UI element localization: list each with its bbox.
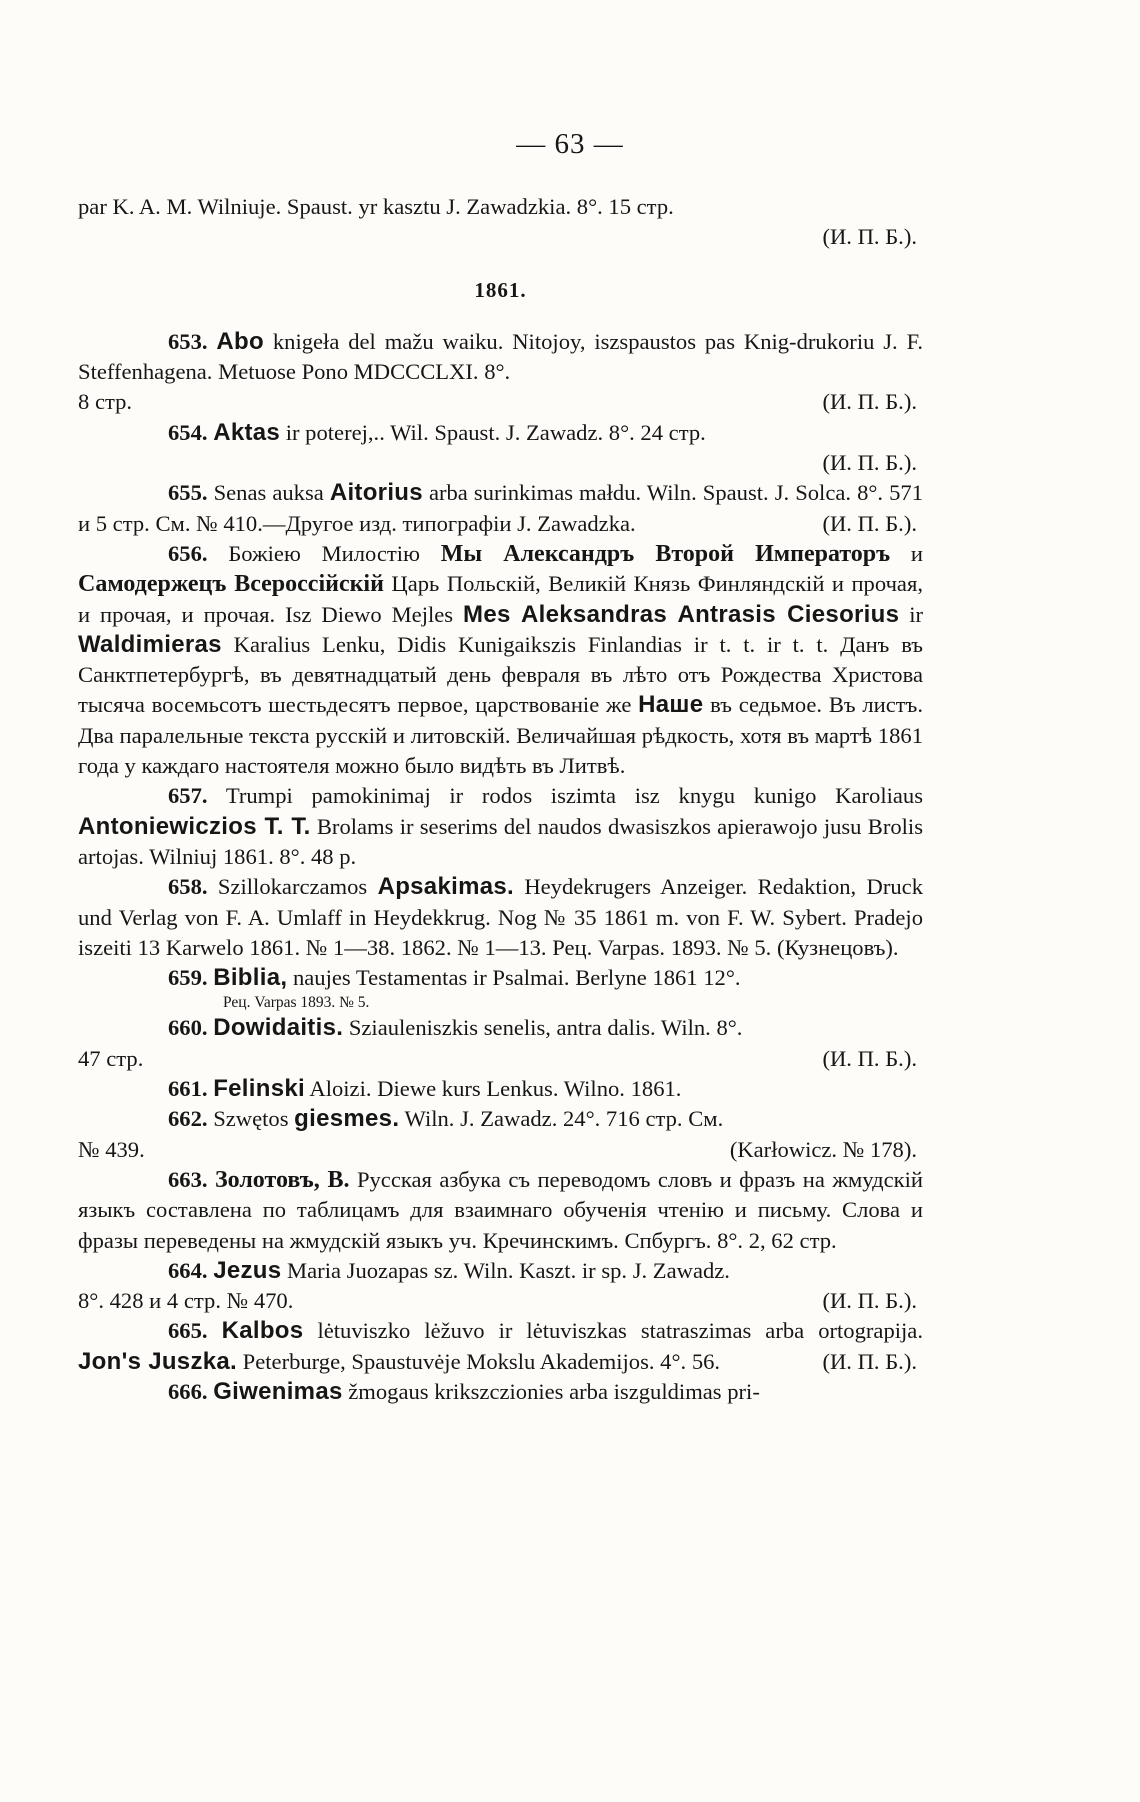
entry-text: 47 стр. [78, 1045, 144, 1071]
library-reference: (И. П. Б.). [822, 1288, 917, 1314]
library-reference: (И. П. Б.). [822, 389, 917, 415]
entry-keyword: Abo [216, 327, 264, 355]
entry-text: Maria Juozapas sz. Wiln. Kaszt. ir sp. J. Zawadz. [281, 1257, 730, 1283]
entry-text: arba surinkimas małdu. Wiln. Spaust. J. Solca. 8°. 571 и 5 стр. См. № 410.—Другое изд. типографіи J. Zawadzka. [78, 480, 923, 536]
entry-653-tail [78, 387, 923, 417]
entry-657 [78, 781, 923, 872]
entry-656 [78, 539, 923, 781]
entry-keyword: Dowidaitis. [213, 1014, 344, 1042]
entry-keyword: Waldimieras [78, 630, 222, 658]
entry-number: 658. [168, 874, 208, 900]
entry-text: naujes Testamentas ir Psalmai. Berlyne 1861 12°. [287, 965, 741, 991]
continued-entry [78, 192, 923, 222]
entry-text: par K. A. M. Wilniuje. Spaust. yr kasztu J. Zawadzkia. 8°. 15 стр. [78, 194, 674, 219]
entry-text: Brolams ir seserims del naudos dwasiszkos apierawojo jusu Brolis artojas. Wilniuj 1861. 8°. 48 p. [78, 813, 923, 869]
entry-number: 666. [168, 1378, 208, 1404]
entry-text: въ седьмое. Въ листъ. Два паралельные текста русскій и литовскій. Величайшая рѣдкость, хотя въ мартѣ 1861 года у каждаго настоятеля можно было видѣть въ Литвѣ. [78, 692, 923, 779]
entry-text: Szillokarczamos [207, 874, 378, 900]
entry-664 [78, 1256, 923, 1286]
library-reference: (И. П. Б.). [822, 510, 917, 536]
entry-number: 654. [168, 419, 208, 445]
entry-659 [78, 963, 923, 993]
library-reference: (И. П. Б.). [822, 1045, 917, 1071]
entry-keyword: Kalbos [221, 1317, 304, 1345]
entry-keyword: Jezus [213, 1256, 282, 1284]
entry-keyword: Aktas [213, 418, 281, 446]
entry-662-tail [78, 1135, 923, 1165]
entry-665 [78, 1316, 923, 1377]
entry-keyword: Felinski [213, 1075, 305, 1103]
entry-keyword: Мы Александръ Второй Императоръ [440, 540, 891, 567]
entry-number: 660. [168, 1015, 208, 1041]
entry-number: 662. [168, 1106, 208, 1132]
entry-text: ir poterej,.. Wil. Spaust. J. Zawadz. 8°. 24 стр. [280, 419, 706, 445]
entry-number: 661. [168, 1076, 208, 1102]
entry-text: и [890, 540, 924, 566]
entry-keyword: Наше [638, 691, 704, 719]
entry-number: 653. [168, 328, 208, 354]
entry-653 [78, 327, 923, 388]
entry-662 [78, 1104, 923, 1134]
entry-text: № 439. [78, 1136, 145, 1162]
entry-number: 659. [168, 965, 208, 991]
entry-658 [78, 872, 923, 963]
entry-text: lėtuviszko lėžuvo ir lėtuviszkas statraszimas arba ortograpija. [303, 1318, 923, 1344]
entry-666 [78, 1377, 923, 1407]
entry-text: Божіею Милостію [207, 540, 441, 566]
entry-number: 657. [168, 783, 208, 809]
entry-keyword: Jon's Juszka. [78, 1347, 238, 1375]
library-reference: (Karłowicz. № 178). [729, 1136, 917, 1162]
entry-number: 663. [168, 1166, 208, 1192]
entry-text: Peterburge, Spaustuvėje Mokslu Akademijos. 4°. 56. [237, 1348, 721, 1374]
entry-text: Царь Польскій, Великій Князь Финляндскій и прочая, и прочая, и прочая. Isz Diewo Mejles [78, 571, 923, 627]
review-note: Рец. Varpas 1893. № 5. [223, 994, 370, 1012]
entry-661 [78, 1074, 923, 1104]
entry-number: 655. [168, 480, 208, 506]
entry-keyword: Biblia, [213, 964, 288, 992]
entry-text: knigeła del mažu waiku. Nitojoy, iszspaustos pas Knig-drukoriu J. F. Steffenhagena. Metuose Pono MDCCCLXI. 8°. [78, 328, 923, 385]
entry-keyword: Золотовъ, В. [214, 1166, 350, 1193]
entry-keyword: Antoniewiczios T. T. [78, 812, 311, 840]
library-reference: (И. П. Б.). [822, 1348, 917, 1374]
entry-text: Sziauleniszkis senelis, antra dalis. Wiln. 8°. [343, 1015, 743, 1041]
entry-text: 8 стр. [78, 389, 133, 415]
entry-text: Trumpi pamokinimaj ir rodos iszimta isz knygu kunigo Karoliaus [207, 783, 923, 809]
entry-number: 665. [168, 1318, 208, 1344]
entry-664-tail [78, 1286, 923, 1316]
bibliography-column [78, 192, 923, 1407]
page-number: — 63 — [516, 128, 624, 160]
entry-keyword: Apsakimas. [377, 873, 514, 901]
entry-text: Wiln. J. Zawadz. 24°. 716 стр. См. [399, 1106, 724, 1132]
entry-number: 656. [168, 540, 208, 566]
entry-text: Aloizi. Diewe kurs Lenkus. Wilno. 1861. [304, 1076, 682, 1102]
entry-keyword: Mes Aleksandras Antrasis Ciesorius [463, 600, 900, 628]
entry-text: Karalius Lenku, Didis Kunigaikszis Finlandias ir t. t. ir t. t. Данъ въ Санктпетербургѣ, въ девятнадцатый день февраля въ лѣто отъ Рождества Христова тысяча восемьсотъ шестьдесятъ первое, царствованіе же [78, 631, 923, 718]
entry-keyword: Aitorius [329, 479, 423, 507]
entry-text: Русская азбука съ переводомъ словъ и фразъ на жмудскій языкъ составлена по таблицамъ для взаимнаго обученія чтенію и письму. Слова и фразы переведены на жмудскій языкъ уч. Кречинскимъ. Спбургъ. 8°. 2, 62 стр. [78, 1166, 923, 1253]
entry-660-tail [78, 1044, 923, 1074]
library-reference: (И. П. Б.). [822, 450, 917, 476]
entry-number: 664. [168, 1257, 208, 1283]
entry-keyword: Самодержецъ Всероссійскій [78, 571, 384, 598]
entry-660 [78, 1013, 923, 1043]
entry-text: ir [899, 601, 924, 627]
library-reference: (И. П. Б.). [822, 224, 917, 250]
year-heading: 1861. [474, 277, 527, 302]
entry-655 [78, 478, 923, 539]
entry-text: 8°. 428 и 4 стр. № 470. [78, 1288, 294, 1314]
entry-keyword: Giwenimas [213, 1377, 343, 1405]
entry-663 [78, 1165, 923, 1256]
entry-keyword: giesmes. [294, 1105, 400, 1133]
entry-text: Szwętos [207, 1106, 295, 1132]
entry-text: Heydekrugers Anzeiger. Redaktion, Druck und Verlag von F. A. Umlaff in Heydekkrug. Nog № 35 1861 m. von F. W. Sybert. Pradejo iszeiti 13 Karwelo 1861. № 1—38. 1862. № 1—13. Рец. Varpas. 1893. № 5. (Кузнецовъ). [78, 874, 923, 960]
entry-text: Senas auksa [207, 480, 330, 506]
entry-654 [78, 418, 923, 448]
entry-text: žmogaus krikszczionies arba iszguldimas pri- [342, 1378, 760, 1404]
